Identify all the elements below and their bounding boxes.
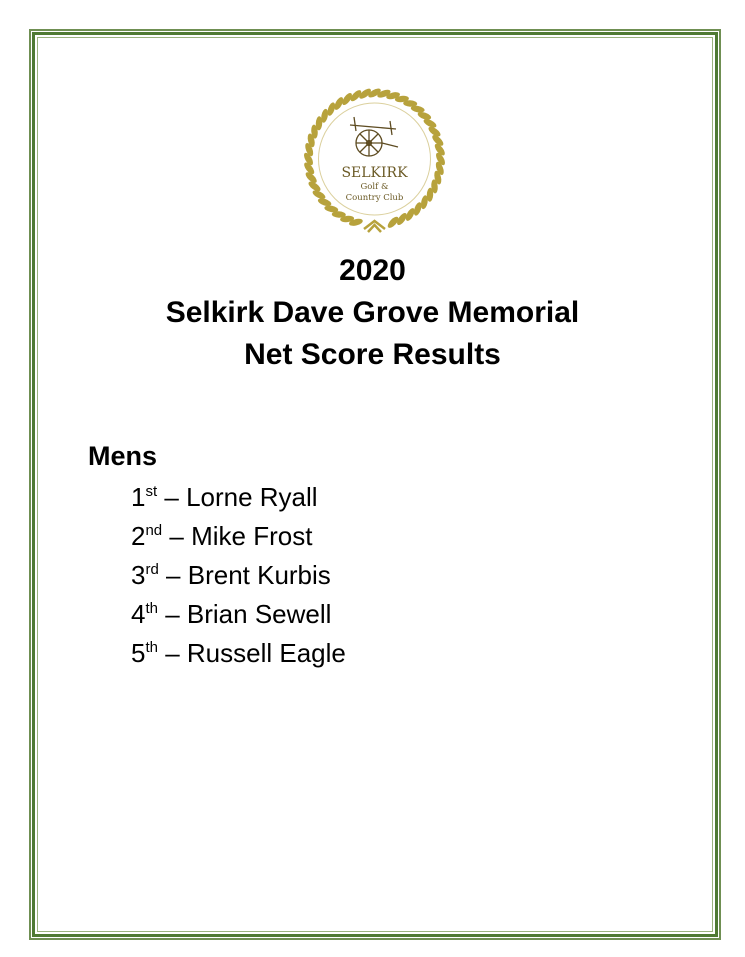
place-suffix: st (145, 483, 158, 500)
logo-subtext-1: Golf & (360, 182, 389, 192)
laurel-wreath-icon (302, 87, 447, 232)
player-name: Brent Kurbis (187, 560, 331, 590)
results-list (131, 478, 346, 673)
result-row (131, 634, 346, 673)
place-number: 2 (131, 521, 146, 551)
player-name: Brian Sewell (186, 599, 332, 629)
place-suffix: nd (145, 522, 163, 539)
place-separator: – (157, 599, 187, 629)
result-row (131, 556, 346, 595)
player-name: Lorne Ryall (186, 482, 318, 512)
place-suffix: th (145, 639, 158, 656)
place-separator: – (158, 560, 188, 590)
result-row (131, 595, 346, 634)
place-suffix: th (145, 600, 158, 617)
wagon-wheel-icon (350, 117, 398, 156)
title-event: Selkirk Dave Grove Memorial (165, 296, 580, 329)
place-number: 1 (131, 482, 146, 512)
place-number: 4 (131, 599, 146, 629)
section-heading: Mens (88, 441, 158, 471)
place-separator: – (162, 521, 192, 551)
club-logo (298, 85, 451, 237)
logo-subtext-2: Country Club (345, 193, 404, 203)
logo-name-text: SELKIRK (341, 165, 408, 181)
player-name: Russell Eagle (186, 638, 346, 668)
title-subtitle: Net Score Results (244, 338, 501, 371)
place-suffix: rd (145, 561, 159, 578)
document-title (0, 250, 745, 376)
result-row (131, 478, 346, 517)
title-year: 2020 (339, 254, 406, 287)
place-separator: – (157, 638, 187, 668)
player-name: Mike Frost (191, 521, 313, 551)
result-row (131, 517, 346, 556)
place-number: 5 (131, 638, 146, 668)
place-number: 3 (131, 560, 146, 590)
place-separator: – (157, 482, 187, 512)
